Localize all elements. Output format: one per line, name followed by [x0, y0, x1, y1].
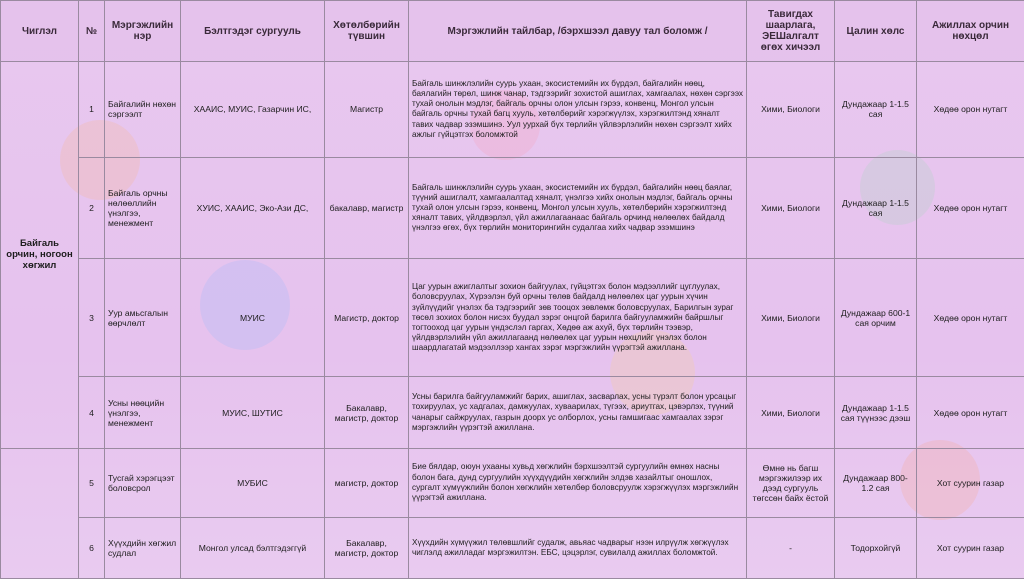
header-category: Чиглэл	[1, 1, 79, 62]
salary-cell: Дундажаар 600-1 сая орчим	[835, 259, 917, 377]
environment-cell: Хөдөө орон нутагт	[917, 259, 1024, 377]
header-number: №	[79, 1, 105, 62]
salary-cell: Тодорхойгүй	[835, 517, 917, 578]
header-exams: Тавигдах шаарлага, ЭЕШалгалт өгөх хичээл	[747, 1, 835, 62]
description-cell: Бие бялдар, оюун ухааны хувьд хөгжлийн бэрхшээлтэй сургуулийн өмнөх насны болон бага, дунд сургуулийн хүүхдүүдийн хөгжлийн элдэв хазайлтыг оношлох, сургалт хүмүүжлийн болон хөгжлийн хөтөлбөр боловсруулж хэрэгжүүлэх мэргэжлийн үүрэгтэй ажиллана.	[409, 448, 747, 517]
profession-name: Усны нөөцийн үнэлгээ, менежмент	[105, 377, 181, 448]
profession-name: Байгалийн нөхөн сэргээлт	[105, 62, 181, 158]
header-profession: Мэргэжлийн нэр	[105, 1, 181, 62]
row-number: 2	[79, 157, 105, 259]
table-row	[1, 259, 1024, 377]
level-cell: бакалавр, магистр	[325, 157, 409, 259]
row-number: 4	[79, 377, 105, 448]
environment-cell: Хөдөө орон нутагт	[917, 377, 1024, 448]
profession-name: Уур амьсгалын өөрчлөлт	[105, 259, 181, 377]
row-number: 6	[79, 517, 105, 578]
exams-cell: Өмнө нь багш мэргэжилээр их дээд сургууль төгссөн байх ёстой	[747, 448, 835, 517]
school-cell: Монгол улсад бэлтгэдэггүй	[181, 517, 325, 578]
header-school: Бэлтгэдэг сургууль	[181, 1, 325, 62]
row-number: 5	[79, 448, 105, 517]
group-cell: Байгаль орчин, ногоон хөгжил	[1, 62, 79, 449]
school-cell: ХААИС, МУИС, Газарчин ИС,	[181, 62, 325, 158]
level-cell: Бакалавр, магистр, доктор	[325, 377, 409, 448]
description-cell: Цаг уурын ажиглалтыг зохион байгуулах, гүйцэтгэх болон мэдээллийг цуглуулах, боловсруулах, Хүрээлэн буй орчны төлөв байдалд нөлөөлөх цаг уурын хүчин зүйлүүдийг үнэлэх ба тэдгээрийг зөв тооцох зөвлөмж боловсруулах, Барилгын зураг төсөл зохиох болон нисэх буудал зэрэг онцгой барилга байгууламжийн байршлыг тогтооход цаг уурын үндэслэл гаргах, Хөдөө аж ахуй, бүх төрлийн тээвэр, үйлдвэрлэлийн үйл ажиллагаанд нөлөөлөх цаг уурын нөхцлийг үнэлэх болон шаардлагатай мэдээллээр хангах зэрэг мэргэжлийн үүрэгтэй ажиллана.	[409, 259, 747, 377]
salary-cell: Дундажаар 1-1.5 сая	[835, 157, 917, 259]
description-cell: Байгаль шинжлэлийн суурь ухаан, экосистемийн их бүрдэл, байгалийн нөөц, баялагийн төрөл, шинж чанар, тэдгээрийг зохистой ашиглах, хамгаалах, нөхөн сэргээх тухай онолын мэдлэг, байгаль орчны олон улсын гэрээ, конвенц, Монгол улсын байгаль орчны тухай багц хууль, хөтөлбөрийг хэрэгжүүлэх, хэрэгжилтэнд хяналт тавих чадвар эзэмшинэ. Уул уурхай бүх төрлийн үйлвэрлэлийн нөхөн сэргээлт хийх ажлыг гүйцэтгэх боломжтой	[409, 62, 747, 158]
level-cell: магистр, доктор	[325, 448, 409, 517]
environment-cell: Хот суурин газар	[917, 448, 1024, 517]
table-row	[1, 157, 1024, 259]
table-row	[1, 517, 1024, 578]
exams-cell: Хими, Биологи	[747, 157, 835, 259]
school-cell: МУИС, ШУТИС	[181, 377, 325, 448]
description-cell: Хүүхдийн хүмүүжил төлөвшлийг судалж, авьяас чадварыг нээн илрүүлж хөгжүүлэх чиглэлд ажилладаг мэргэжилтэн. ЕБС, цэцэрлэг, сувилалд ажиллах боломжтой.	[409, 517, 747, 578]
row-number: 1	[79, 62, 105, 158]
description-cell: Усны барилга байгууламжийг барих, ашиглах, засварлах, усны түрэлт болон урсацыг тохируулах, ус хадгалах, дамжуулах, хуваарилах, түгээх, ариутгах, цэвэрлэх, түүний чанарыг сайжруулах, газрын доорх ус олборлох, усны гамшигаас хамгаалах зэрэг мэргэжлийн үүрэгтэй ажиллана.	[409, 377, 747, 448]
header-row	[1, 1, 1024, 62]
salary-cell: Дундажаар 1-1.5 сая	[835, 62, 917, 158]
level-cell: Магистр	[325, 62, 409, 158]
school-cell: МУБИС	[181, 448, 325, 517]
environment-cell: Хот суурин газар	[917, 517, 1024, 578]
exams-cell: Хими, Биологи	[747, 259, 835, 377]
table-row	[1, 448, 1024, 517]
school-cell: МУИС	[181, 259, 325, 377]
table-row	[1, 377, 1024, 448]
level-cell: Бакалавр, магистр, доктор	[325, 517, 409, 578]
profession-name: Байгаль орчны нөлөөллийн үнэлгээ, менежмент	[105, 157, 181, 259]
header-salary: Цалин хөлс	[835, 1, 917, 62]
exams-cell: -	[747, 517, 835, 578]
profession-name: Тусгай хэрэгцээт боловсрол	[105, 448, 181, 517]
school-cell: ХУИС, ХААИС, Эко-Ази ДС,	[181, 157, 325, 259]
environment-cell: Хөдөө орон нутагт	[917, 62, 1024, 158]
header-environment: Ажиллах орчин нөхцөл	[917, 1, 1024, 62]
header-level: Хөтөлбөрийн түвшин	[325, 1, 409, 62]
profession-name: Хүүхдийн хөгжил судлал	[105, 517, 181, 578]
salary-cell: Дундажаар 1-1.5 сая түүнээс дээш	[835, 377, 917, 448]
level-cell: Магистр, доктор	[325, 259, 409, 377]
table-row	[1, 62, 1024, 158]
description-cell: Байгаль шинжлэлийн суурь ухаан, экосистемийн их бүрдэл, байгалийн нөөц баялаг, түүний ашиглалт, хамгаалалтад хяналт, үнэлгээ хийх онолын мэдлэг, байгаль орчны тухай олон улсын гэрээ, конвенц, Монгол улсын хууль, хөтөлбөрийн хэрэгжилтэнд хяналт тавих, үйлдвэрлэл, үйл ажиллагаанаас байгаль орчинд нөлөөлөх байдалд үнэлгээ өгөх, бүх төрлийн мониторингийн судалгаа хийх чадвар эзэмшинэ	[409, 157, 747, 259]
header-description: Мэргэжлийн тайлбар, /бэрхшээл давуу тал боломж /	[409, 1, 747, 62]
row-number: 3	[79, 259, 105, 377]
exams-cell: Хими, Биологи	[747, 377, 835, 448]
exams-cell: Хими, Биологи	[747, 62, 835, 158]
environment-cell: Хөдөө орон нутагт	[917, 157, 1024, 259]
salary-cell: Дундажаар 800-1.2 сая	[835, 448, 917, 517]
group-cell-empty	[1, 448, 79, 578]
